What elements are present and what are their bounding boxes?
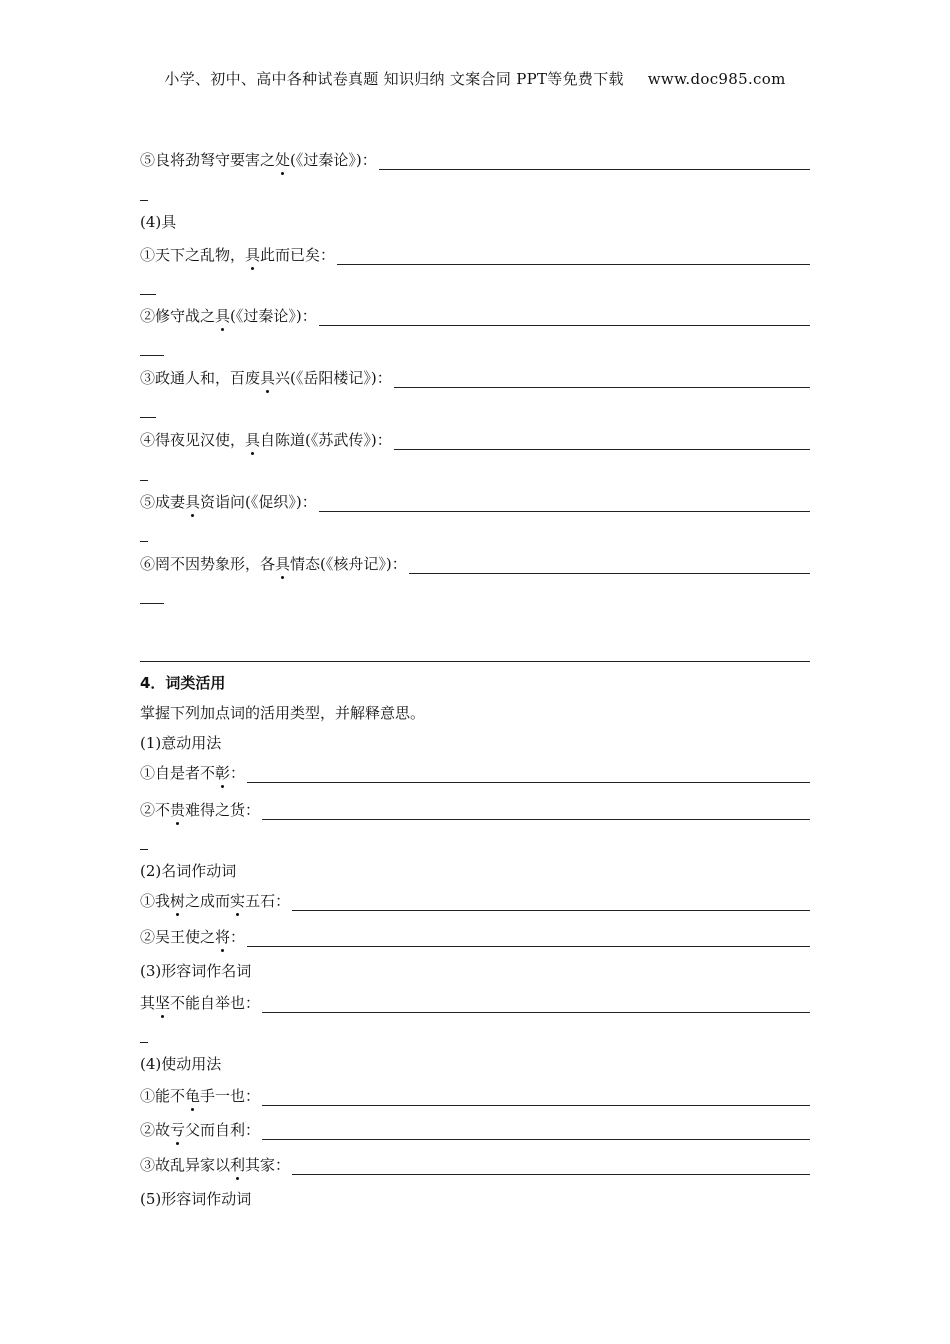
answer-continuation: [140, 480, 148, 481]
section-4-intro: 掌握下列加点词的活用类型，并解释意思。: [140, 704, 426, 722]
question-line-5: [140, 430, 810, 450]
answer-blank[interactable]: [319, 309, 810, 326]
answer-continuation: [140, 849, 148, 850]
header-text: 小学、初中、高中各种试卷真题 知识归纳 文案合同 PPT等免费下载: [164, 70, 624, 88]
answer-blank[interactable]: [247, 930, 810, 947]
answer-blank[interactable]: [409, 557, 810, 574]
question-line-2: [140, 245, 810, 265]
answer-blank[interactable]: [262, 803, 810, 820]
answer-blank[interactable]: [394, 433, 810, 450]
question-label: ⑤良将劲弩守要害之处(《过秦论》)：: [140, 151, 377, 169]
question-label: 其坚不能自举也：: [140, 994, 261, 1012]
question-label: ⑥罔不因势象形，各具情态(《核舟记》)：: [140, 555, 407, 573]
answer-blank[interactable]: [247, 766, 810, 783]
heading-ju: (4)具: [140, 213, 177, 231]
question-line-1: [140, 150, 810, 170]
section-4-title: 4．词类活用: [140, 674, 226, 692]
answer-continuation: [140, 603, 164, 604]
question-line-7: [140, 554, 810, 574]
question-label: ⑤成妻具资诣问(《促织》)：: [140, 493, 317, 511]
answer-continuation: [140, 1042, 148, 1043]
answer-blank-full[interactable]: [140, 661, 810, 662]
answer-blank[interactable]: [262, 996, 810, 1013]
question-label: ④得夜见汉使，具自陈道(《苏武传》)：: [140, 431, 392, 449]
answer-blank[interactable]: [394, 371, 810, 388]
heading-yidong: (1)意动用法: [140, 734, 222, 752]
answer-blank[interactable]: [319, 495, 810, 512]
question-label: ①能不龟手一也：: [140, 1087, 261, 1105]
question-line-6: [140, 492, 810, 512]
question-line-3: [140, 306, 810, 326]
answer-continuation: [140, 541, 148, 542]
answer-continuation: [140, 355, 164, 356]
question-label: ②修守战之具(《过秦论》)：: [140, 307, 317, 325]
question-line-11: [140, 927, 810, 947]
heading-xingming: (3)形容词作名词: [140, 962, 252, 980]
answer-blank[interactable]: [379, 153, 810, 170]
question-line-8: [140, 763, 810, 783]
question-label: ②不贵难得之货：: [140, 801, 261, 819]
question-line-12: [140, 993, 810, 1013]
question-label: ③故乱异家以利其家：: [140, 1156, 291, 1174]
question-label: ①我树之成而实五石：: [140, 892, 291, 910]
question-label: ②吴王使之将：: [140, 928, 246, 946]
question-label: ②故亏父而自利：: [140, 1121, 261, 1139]
answer-blank[interactable]: [337, 248, 810, 265]
page-header: [0, 68, 950, 89]
question-line-14: [140, 1120, 810, 1140]
question-line-10: [140, 891, 810, 911]
header-site: www.doc985.com: [647, 70, 786, 88]
question-line-4: [140, 368, 810, 388]
answer-blank[interactable]: [292, 894, 810, 911]
answer-blank[interactable]: [292, 1158, 810, 1175]
heading-mingci: (2)名词作动词: [140, 862, 237, 880]
answer-continuation: [140, 200, 148, 201]
question-label: ①天下之乱物，具此而已矣：: [140, 246, 336, 264]
heading-shidong: (4)使动用法: [140, 1055, 222, 1073]
heading-xingdong: (5)形容词作动词: [140, 1190, 252, 1208]
question-line-9: [140, 800, 810, 820]
answer-blank[interactable]: [262, 1089, 810, 1106]
answer-continuation: [140, 294, 156, 295]
answer-continuation: [140, 417, 156, 418]
answer-blank[interactable]: [262, 1123, 810, 1140]
question-label: ③政通人和，百废具兴(《岳阳楼记》)：: [140, 369, 392, 387]
question-line-15: [140, 1155, 810, 1175]
question-line-13: [140, 1086, 810, 1106]
question-label: ①自是者不彰：: [140, 764, 246, 782]
